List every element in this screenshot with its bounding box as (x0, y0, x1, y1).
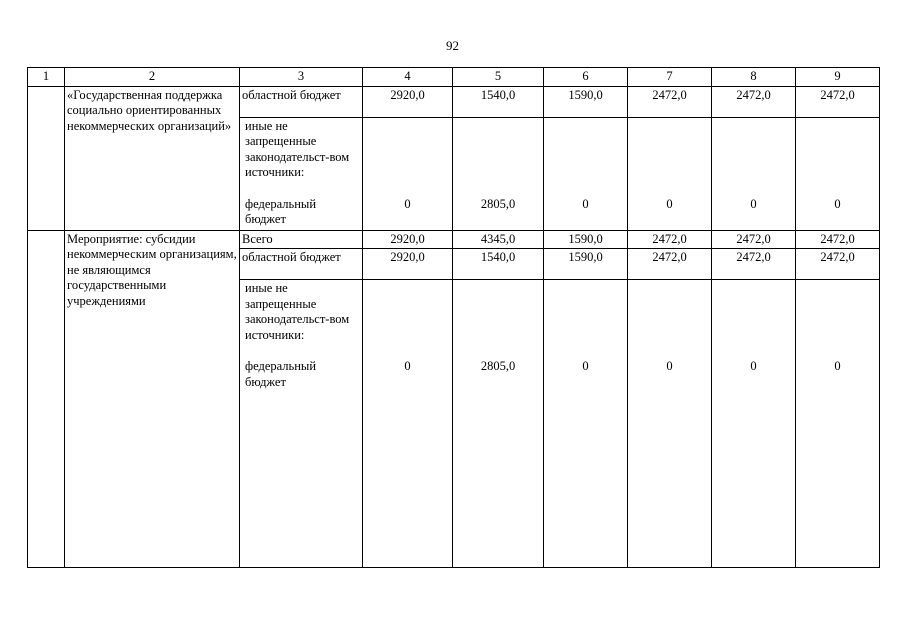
value-cell: 2472,0 (796, 249, 880, 280)
source-cell (240, 117, 363, 230)
value-cell: 0 (363, 117, 453, 230)
value-cell: 1590,0 (544, 230, 628, 249)
value-cell: 0 (796, 117, 880, 230)
header-cell: 2 (65, 68, 240, 87)
value-cell: 0 (544, 117, 628, 230)
value-cell: 0 (712, 280, 796, 568)
value-cell: 0 (544, 280, 628, 568)
value-cell: 1540,0 (453, 249, 544, 280)
value-cell: 2805,0 (453, 280, 544, 568)
header-cell: 9 (796, 68, 880, 87)
header-cell: 6 (544, 68, 628, 87)
value-cell: 0 (363, 280, 453, 568)
header-cell: 1 (28, 68, 65, 87)
source-cell: областной бюджет (240, 249, 363, 280)
value-cell: 2472,0 (628, 230, 712, 249)
page-number: 92 (446, 38, 459, 53)
value-cell: 2920,0 (363, 230, 453, 249)
value-cell: 1540,0 (453, 86, 544, 117)
value-cell: 2472,0 (628, 86, 712, 117)
value-cell: 2920,0 (363, 86, 453, 117)
table-row (28, 86, 880, 117)
value-cell: 2472,0 (796, 230, 880, 249)
source-cell: Всего (240, 230, 363, 249)
source-intro: иные не запрещенные законодательст-вом источники: (245, 118, 350, 179)
header-cell: 7 (628, 68, 712, 87)
value-cell: 2472,0 (712, 86, 796, 117)
header-row (28, 68, 880, 87)
source-label: федеральный бюджет (245, 359, 317, 389)
table-row (28, 230, 880, 249)
value-cell: 0 (628, 117, 712, 230)
header-cell: 3 (240, 68, 363, 87)
header-cell: 8 (712, 68, 796, 87)
source-cell (240, 280, 363, 568)
value-cell: 2472,0 (796, 86, 880, 117)
program-name-cell: «Государственная поддержка социально ориентированных некоммерческих организаций» (65, 86, 240, 230)
value-cell: 0 (796, 280, 880, 568)
value-cell: 2472,0 (628, 249, 712, 280)
value-cell: 1590,0 (544, 86, 628, 117)
source-intro: иные не запрещенные законодательст-вом источники: (245, 281, 350, 342)
source-cell: областной бюджет (240, 86, 363, 117)
value-cell: 4345,0 (453, 230, 544, 249)
value-cell: 2472,0 (712, 249, 796, 280)
header-cell: 4 (363, 68, 453, 87)
header-cell: 5 (453, 68, 544, 87)
source-label: федеральный бюджет (245, 196, 317, 226)
value-cell: 1590,0 (544, 249, 628, 280)
value-cell: 0 (628, 280, 712, 568)
value-cell: 2472,0 (712, 230, 796, 249)
program-name-cell: Мероприятие: субсидии некоммерческим организациям, не являющимся государственными учреждениями (65, 230, 240, 568)
value-cell: 2805,0 (453, 117, 544, 230)
value-cell: 0 (712, 117, 796, 230)
budget-table (27, 67, 880, 568)
row-number-cell (28, 230, 65, 568)
value-cell: 2920,0 (363, 249, 453, 280)
row-number-cell (28, 86, 65, 230)
